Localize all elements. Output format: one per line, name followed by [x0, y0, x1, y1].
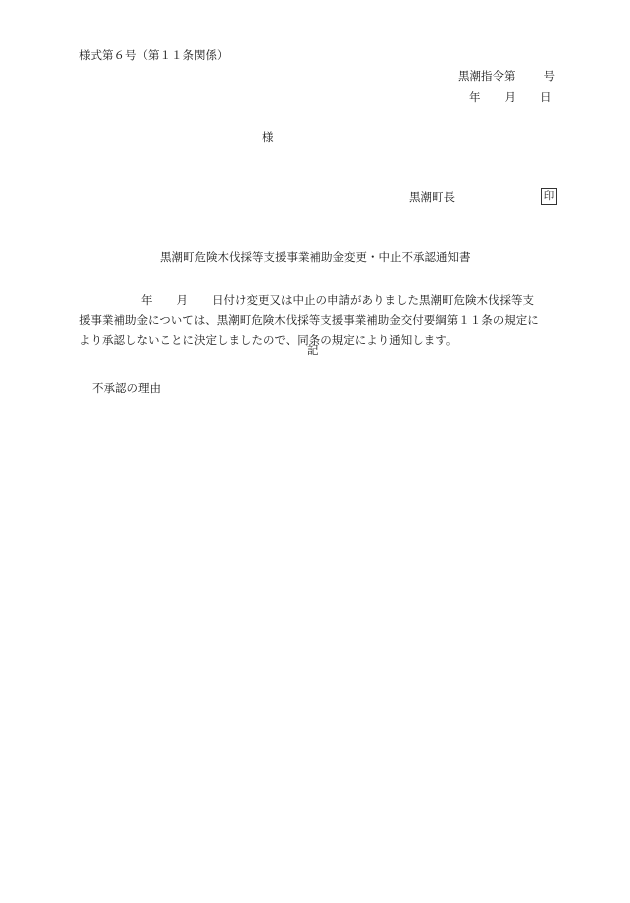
document-number-suffix: 号 — [543, 69, 555, 83]
reason-label: 不承認の理由 — [92, 381, 161, 395]
body-line-3: より承認しないことに決定しましたので、同条の規定により通知します。 — [79, 333, 458, 347]
ki-heading: 記 — [307, 343, 319, 357]
document-number-line — [458, 69, 555, 83]
sender-title: 黒潮町長 — [409, 190, 455, 204]
body-year: 年 — [141, 293, 153, 307]
date-year: 年 — [469, 90, 481, 104]
form-number: 様式第６号（第１１条関係） — [79, 48, 229, 62]
date-day: 日 — [540, 90, 552, 104]
document-number-prefix: 黒潮指令第 — [458, 69, 516, 83]
body-line-2: 援事業補助金については、黒潮町危険木伐採等支援事業補助金交付要綱第１１条の規定に — [79, 313, 539, 327]
body-month: 月 — [176, 293, 188, 307]
body-line-1-text: 日付け変更又は中止の申請がありました黒潮町危険木伐採等支 — [212, 293, 534, 307]
addressee-honorific: 様 — [262, 130, 274, 144]
body-line-1 — [79, 290, 579, 310]
document-title: 黒潮町危険木伐採等支援事業補助金変更・中止不承認通知書 — [160, 250, 471, 264]
notice-body — [79, 290, 579, 350]
seal-mark: 印 — [541, 188, 557, 205]
date-month: 月 — [504, 90, 516, 104]
issue-date-line — [469, 90, 552, 104]
